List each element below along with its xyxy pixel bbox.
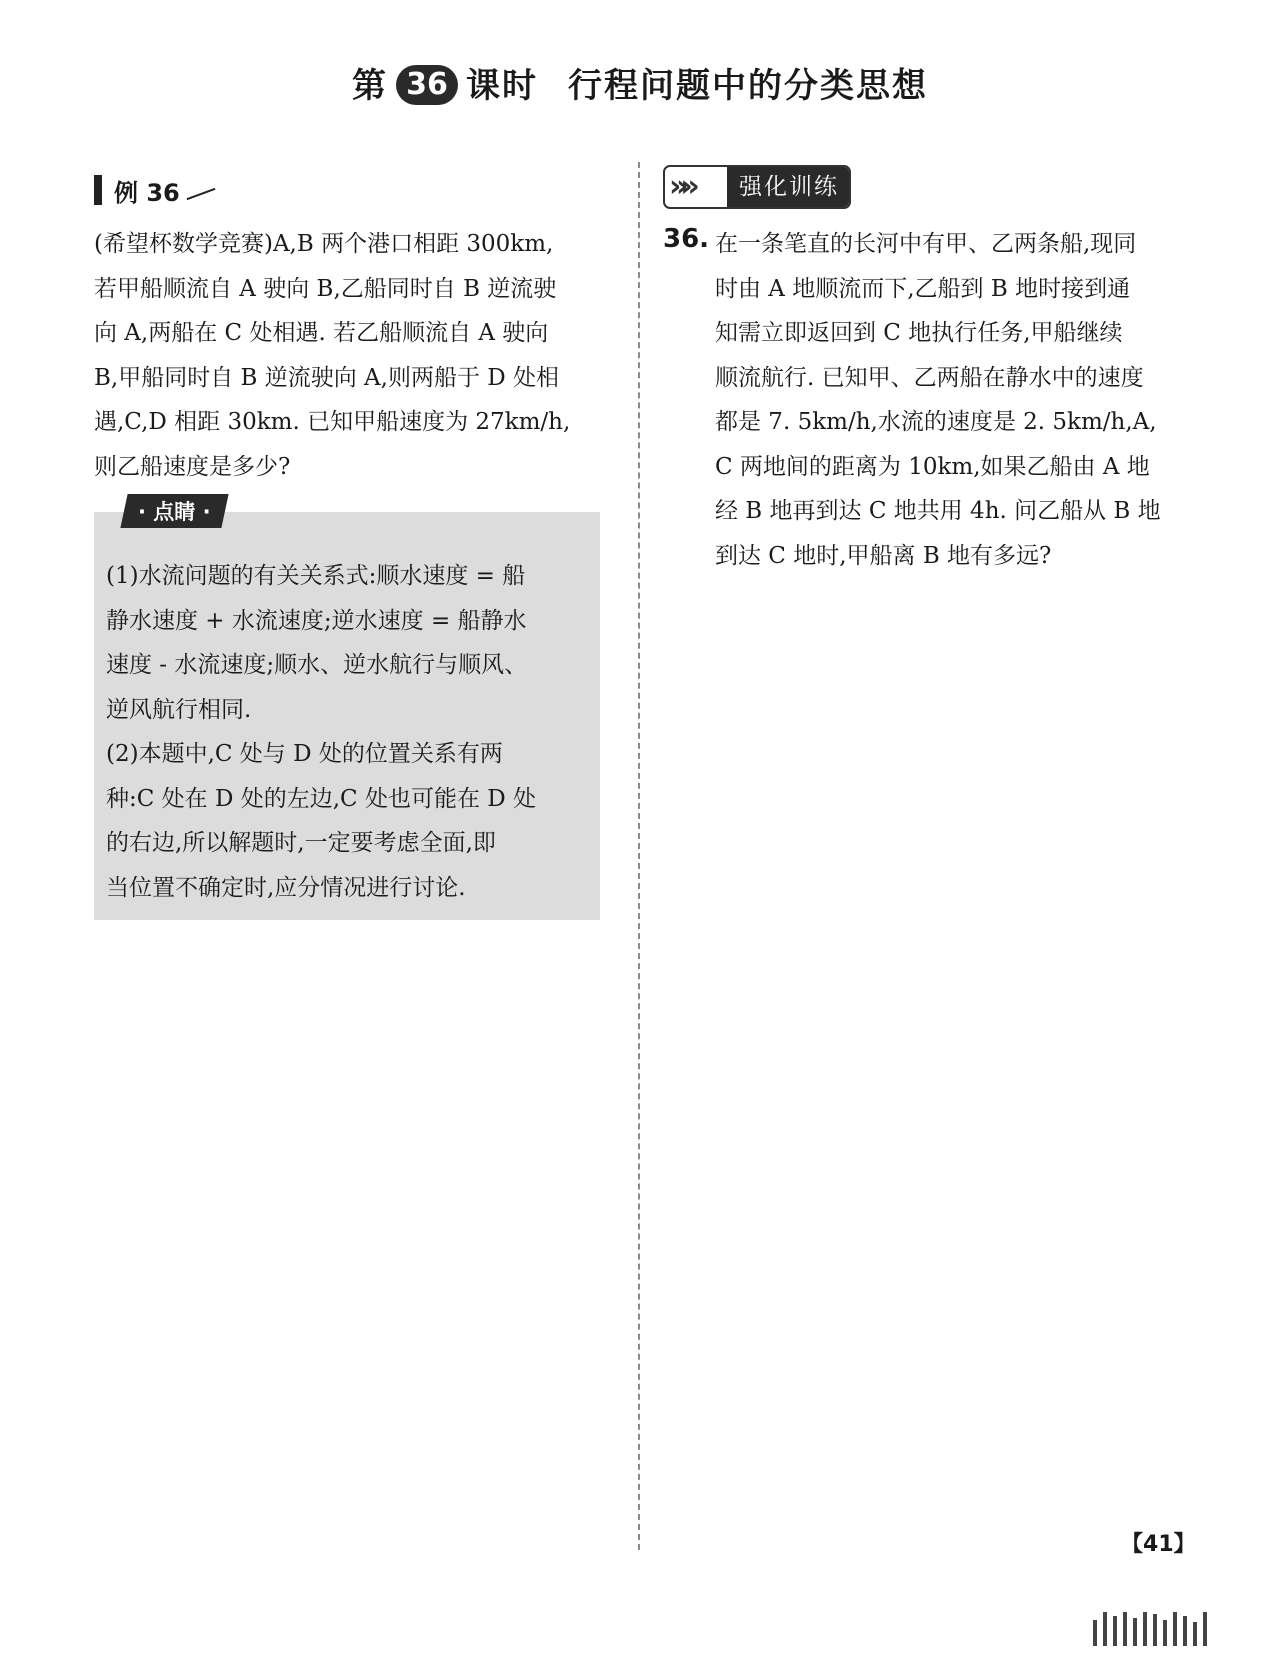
question-line: 顺流航行. 已知甲、乙两船在静水中的速度	[715, 364, 1144, 391]
tip-text	[106, 554, 586, 910]
question-line: C 两地间的距离为 10km,如果乙船由 A 地	[715, 453, 1150, 480]
example-line: 遇,C,D 相距 30km. 已知甲船速度为 27km/h,	[94, 409, 571, 435]
training-header	[663, 165, 851, 209]
example-problem	[94, 222, 614, 489]
tip-line: 种:C 处在 D 处的左边,C 处也可能在 D 处	[106, 785, 537, 812]
question-line: 时由 A 地顺流而下,乙船到 B 地时接到通	[715, 275, 1131, 302]
title-prefix: 第	[352, 66, 388, 106]
tip-line: (1)水流问题的有关关系式:顺水速度 = 船	[106, 563, 526, 589]
question-line: 知需立即返回到 C 地执行任务,甲船继续	[715, 320, 1123, 346]
example-header	[94, 172, 216, 208]
double-chevron-right-icon: »»	[669, 169, 692, 204]
example-line: B,甲船同时自 B 逆流驶向 A,则两船于 D 处相	[94, 364, 560, 391]
question-text	[715, 222, 1185, 578]
example-line: 若甲船顺流自 A 驶向 B,乙船同时自 B 逆流驶	[94, 275, 557, 302]
question-line: 到达 C 地时,甲船离 B 地有多远?	[715, 542, 1052, 569]
lesson-number-badge: 36	[396, 65, 458, 105]
training-label: 强化训练	[727, 165, 851, 209]
title-lesson-word: 课时	[466, 66, 538, 106]
tip-box	[94, 500, 600, 920]
title-topic: 行程问题中的分类思想	[568, 66, 928, 106]
tip-line: 的右边,所以解题时,一定要考虑全面,即	[106, 830, 496, 856]
tip-line: (2)本题中,C 处与 D 处的位置关系有两	[106, 741, 503, 767]
question-line: 在一条笔直的长河中有甲、乙两条船,现同	[715, 231, 1137, 257]
page-number: 【41】	[1121, 1532, 1196, 1557]
example-line: 则乙船速度是多少?	[94, 453, 291, 480]
question-line: 都是 7. 5km/h,水流的速度是 2. 5km/h,A,	[715, 409, 1157, 435]
example-label: 例 36	[114, 178, 180, 207]
tip-line: 当位置不确定时,应分情况进行讨论.	[106, 874, 466, 901]
question-line: 经 B 地再到达 C 地共用 4h. 问乙船从 B 地	[715, 498, 1161, 524]
tip-line: 速度 - 水流速度;顺水、逆水航行与顺风、	[106, 652, 528, 678]
tip-line: 逆风航行相同.	[106, 696, 252, 723]
tip-line: 静水速度 + 水流速度;逆水速度 = 船静水	[106, 607, 527, 634]
pencil-stroke-icon	[186, 188, 215, 200]
scan-marks-icon	[1093, 1612, 1207, 1646]
example-line: (希望杯数学竞赛)A,B 两个港口相距 300km,	[94, 231, 554, 257]
example-bar-icon	[94, 175, 102, 205]
column-divider	[638, 162, 640, 1550]
question-number: 36.	[663, 224, 710, 254]
tip-badge: · 点睛 ·	[120, 494, 228, 528]
page-title	[0, 58, 1280, 108]
example-line: 向 A,两船在 C 处相遇. 若乙船顺流自 A 驶向	[94, 320, 549, 346]
